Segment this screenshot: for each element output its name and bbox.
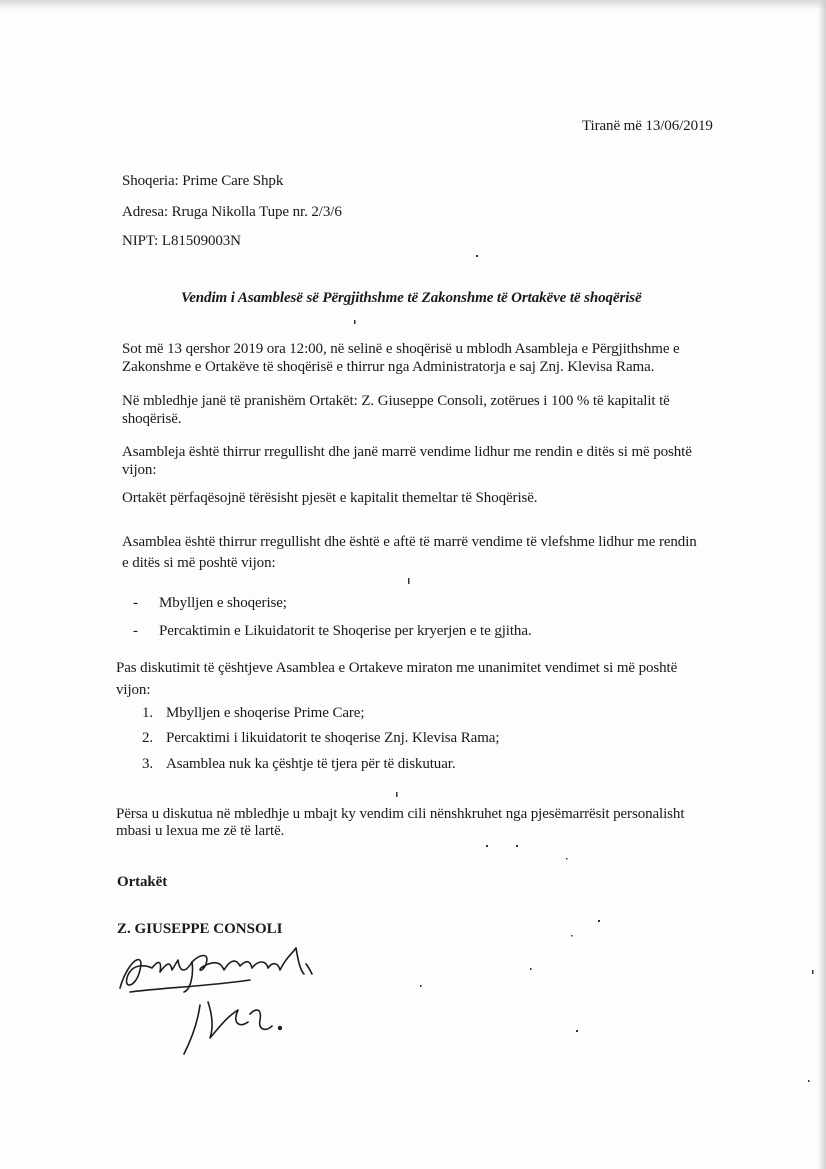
paragraph-closing-line-1: Përsa u diskutua në mbledhje u mbajt ky vendim cili nënshkruhet nga pjesëmarrësit personalisht [116,806,685,822]
paragraph-attendees-line-1: Në mbledhje janë të pranishëm Ortakët: Z. Giuseppe Consoli, zotërues i 100 % të kapitalit të [122,393,670,409]
paragraph-agenda-intro-line-2: e ditës si më poshtë vijon: [122,555,276,571]
list-item-text: Mbylljen e shoqerise; [159,595,287,611]
paragraph-attendees-line-2: shoqërisë. [122,411,182,427]
document-title: Vendim i Asamblesë së Përgjithshme të Zakonshme të Ortakëve të shoqërisë [181,290,642,306]
list-item-text: Mbylljen e shoqerise Prime Care; [166,705,365,721]
partners-heading: Ortakët [117,874,168,890]
signer-name: Z. GIUSEPPE CONSOLI [117,921,283,937]
paragraph-meeting-line-1: Sot më 13 qershor 2019 ora 12:00, në selinë e shoqërisë u mblodh Asambleja e Përgjithshme e [122,341,680,357]
list-item-text: Percaktimin e Likuidatorit te Shoqerise per kryerjen e te gjitha. [159,623,532,639]
list-marker: 1. [142,705,154,721]
list-item [142,729,499,747]
paragraph-closing-line-2: mbasi u lexua me zë të lartë. [116,823,285,839]
paragraph-decisions-intro-line-1: Pas diskutimit të çështjeve Asamblea e Ortakeve miraton me unanimitet vendimet si më poshtë [116,660,678,676]
paragraph-convened-line-2: vijon: [122,462,157,478]
paragraph-decisions-intro-line-2: vijon: [116,682,151,698]
list-marker: 2. [142,730,154,746]
list-item-text: Asamblea nuk ka çështje të tjera për të diskutuar. [166,756,456,772]
paragraph-agenda-intro-line-1: Asamblea është thirrur rregullisht dhe është e aftë të marrë vendime të vlefshme lidhur me rendin [122,534,697,550]
list-marker: - [133,595,138,611]
scan-edge-top [0,0,826,10]
list-item [142,755,455,773]
list-item [133,594,287,612]
paragraph-meeting-line-2: Zakonshme e Ortakëve të shoqërisë e thirrur nga Administratorja e saj Znj. Klevisa Rama. [122,359,655,375]
list-item [133,622,532,640]
list-marker: - [133,623,138,639]
list-item [142,704,364,722]
company-nipt: NIPT: L81509003N [122,233,241,249]
paragraph-capital: Ortakët përfaqësojnë tërësisht pjesët e kapitalit themeltar të Shoqërisë. [122,490,538,506]
scan-edge-right [818,0,826,1169]
list-item-text: Percaktimi i likuidatorit te shoqerise Znj. Klevisa Rama; [166,730,500,746]
company-name: Shoqeria: Prime Care Shpk [122,173,284,189]
paragraph-convened-line-1: Asambleja është thirrur rregullisht dhe janë marrë vendime lidhur me rendin e ditës si më poshtë [122,444,692,460]
company-address: Adresa: Rruga Nikolla Tupe nr. 2/3/6 [122,204,342,220]
place-date: Tiranë më 13/06/2019 [582,118,713,134]
list-marker: 3. [142,756,154,772]
handwritten-signature [100,930,340,1060]
